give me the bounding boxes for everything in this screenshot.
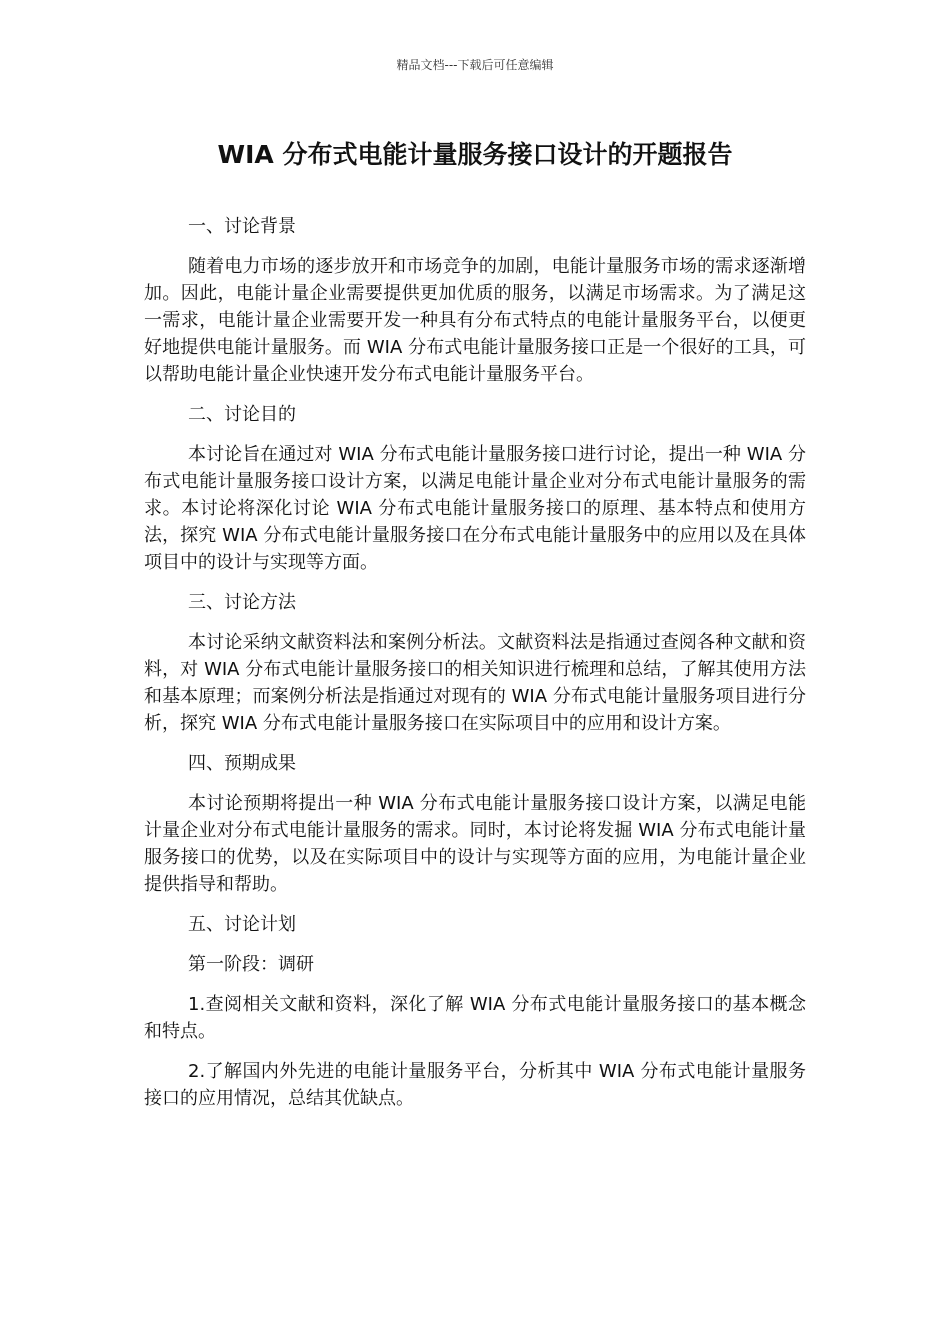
section-paragraph-background: 随着电力市场的逐步放开和市场竞争的加剧，电能计量服务市场的需求逐渐增加。因此，电能计量企业需要提供更加优质的服务，以满足市场需求。为了满足这一需求，电能计量企业需要开发一种具有分布式特点的电能计量服务平台，以便更好地提供电能计量服务。而 WIA 分布式电能计量服务接口正是一个很好的工具，可以帮助电能计量企业快速开发分布式电能计量服务平台。 <box>144 256 806 385</box>
document-body <box>144 213 806 1125</box>
section-heading-background: 一、讨论背景 <box>188 216 296 237</box>
section-paragraph-purpose: 本讨论旨在通过对 WIA 分布式电能计量服务接口进行讨论，提出一种 WIA 分布式电能计量服务接口设计方案，以满足电能计量企业对分布式电能计量服务的需求。本讨论将深化讨论 WIA 分布式电能计量服务接口的原理、基本特点和使用方法，探究 WIA 分布式电能计量服务接口在分布式电能计量服务中的应用以及在具体项目中的设计与实现等方面。 <box>144 444 806 573</box>
section-heading-expected-results: 四、预期成果 <box>188 753 296 774</box>
section-heading-method: 三、讨论方法 <box>188 592 296 613</box>
section-heading-purpose: 二、讨论目的 <box>188 404 296 425</box>
section-paragraph-expected-results: 本讨论预期将提出一种 WIA 分布式电能计量服务接口设计方案，以满足电能计量企业对分布式电能计量服务的需求。同时，本讨论将发掘 WIA 分布式电能计量服务接口的优势，以及在实际项目中的设计与实现等方面的应用，为电能计量企业提供指导和帮助。 <box>144 793 806 895</box>
plan-item: 2.了解国内外先进的电能计量服务平台，分析其中 WIA 分布式电能计量服务接口的应用情况，总结其优缺点。 <box>144 1061 806 1109</box>
section-heading-plan: 五、讨论计划 <box>188 914 296 935</box>
page-header: 精品文档---下载后可任意编辑 <box>396 58 554 72</box>
page-title: WIA 分布式电能计量服务接口设计的开题报告 <box>217 140 733 169</box>
plan-item: 1.查阅相关文献和资料，深化了解 WIA 分布式电能计量服务接口的基本概念和特点。 <box>144 994 806 1042</box>
section-paragraph-method: 本讨论采纳文献资料法和案例分析法。文献资料法是指通过查阅各种文献和资料，对 WIA 分布式电能计量服务接口的相关知识进行梳理和总结，了解其使用方法和基本原理；而案例分析法是指通过对现有的 WIA 分布式电能计量服务项目进行分析，探究 WIA 分布式电能计量服务接口在实际项目中的应用和设计方案。 <box>144 632 806 734</box>
plan-stage-heading: 第一阶段：调研 <box>188 954 314 975</box>
